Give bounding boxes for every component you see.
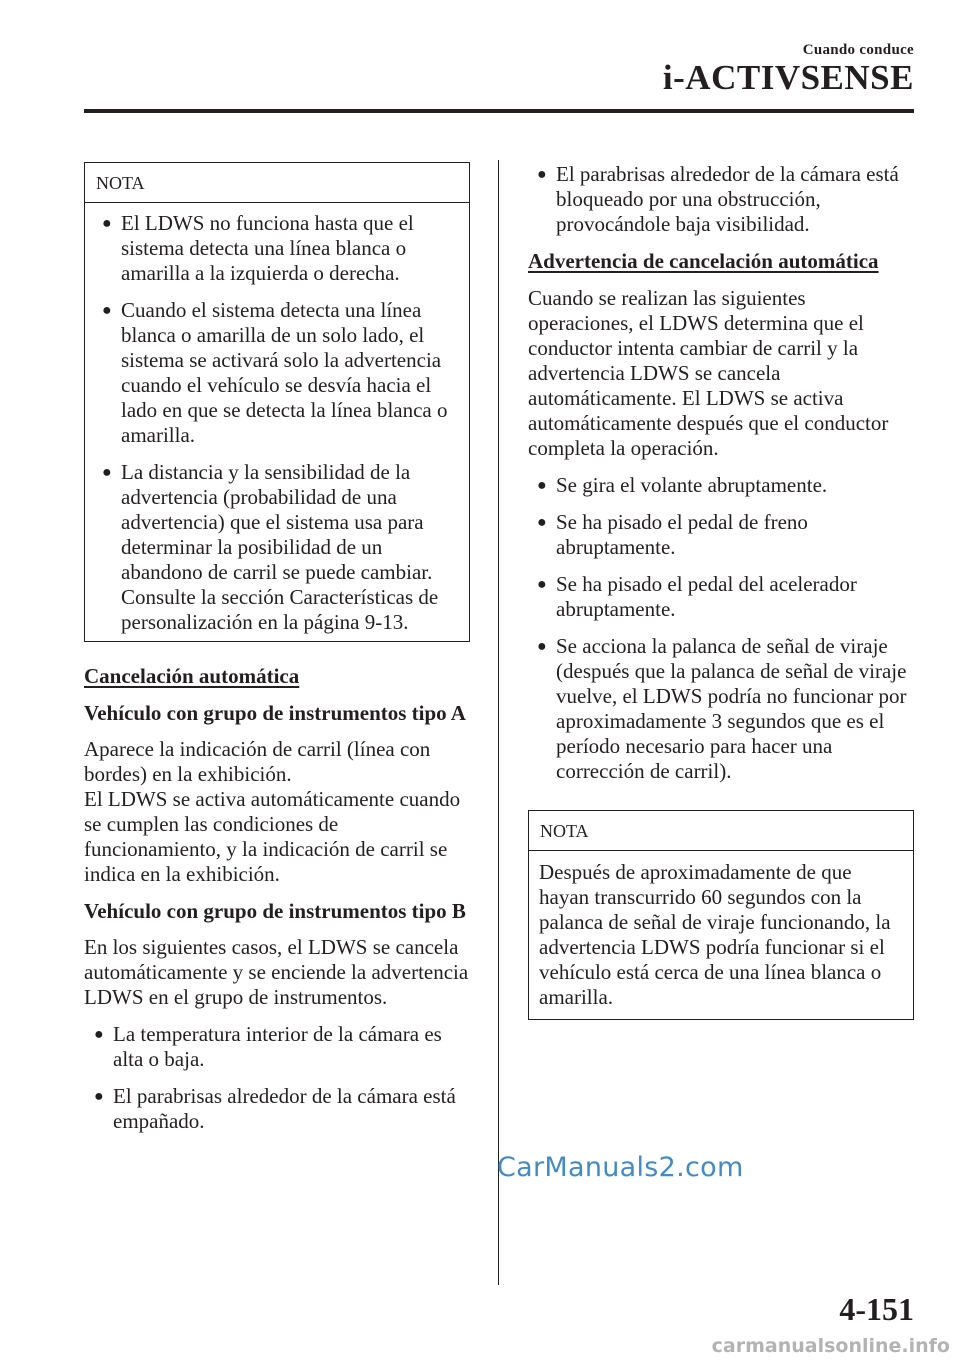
list-item-text: La distancia y la sensibilidad de la advertencia (probabilidad de una advertencia) que el sistema usa para determinar la posibilidad de un abandono de carril se puede cambiar. Consulte la sección Características de personalización en la página 9-13. <box>121 460 439 634</box>
list-item-text: Se acciona la palanca de señal de viraje (después que la palanca de señal de viraje vuelve, el LDWS podría no funcionar por aproximadamente 3 segundos que es el período necesario para hacer una corrección de carril). <box>556 634 907 783</box>
list-item <box>95 211 457 286</box>
header-title: i-ACTIVSENSE <box>662 58 914 97</box>
list-item-text: El LDWS no funciona hasta que el sistema detecta una línea blanca o amarilla a la izquierda o derecha. <box>121 211 414 285</box>
list-item <box>530 162 914 237</box>
paragraph: En los siguientes casos, el LDWS se cancela automáticamente y se enciende la advertencia LDWS en el grupo de instrumentos. <box>84 935 469 1009</box>
watermark-carmanuals: CarManuals2.com <box>497 1152 744 1183</box>
continued-list <box>528 162 914 237</box>
header-section-label: Cuando conduce <box>802 42 914 58</box>
paragraph: El LDWS se activa automáticamente cuando se cumplen las condiciones de funcionamiento, y la indicación de carril se indica en la exhibición. <box>84 787 461 886</box>
left-column <box>84 162 470 1134</box>
list-item <box>95 298 457 448</box>
list-item <box>530 634 914 784</box>
bullet-icon: ● <box>537 514 547 531</box>
subtitle-tipo-b: Vehículo con grupo de instrumentos tipo B <box>84 899 466 923</box>
bullet-icon: ● <box>537 638 547 655</box>
note-text: Después de aproximadamente de que hayan transcurrido 60 segundos con la palanca de señal de viraje funcionando, la advertencia LDWS podría funcionar si el vehículo está cerca de una línea blanca o amarilla. <box>539 860 891 1009</box>
list-item <box>87 1084 470 1134</box>
note-label: NOTA <box>529 811 913 851</box>
header-rule <box>84 109 914 113</box>
operations-list <box>528 473 914 784</box>
bullet-icon: ● <box>94 1088 104 1105</box>
tipo-b-list <box>84 1022 470 1134</box>
list-item <box>530 510 914 560</box>
bullet-icon: ● <box>537 477 547 494</box>
bullet-icon: ● <box>102 302 112 319</box>
note-label: NOTA <box>85 163 469 203</box>
note-box-1 <box>84 162 470 642</box>
section-title-advertencia: Advertencia de cancelación automática <box>528 249 879 273</box>
watermark-online: carmanualsonline.info <box>711 1335 950 1357</box>
list-item-text: Se ha pisado el pedal del acelerador abruptamente. <box>556 572 857 621</box>
list-item-text: La temperatura interior de la cámara es alta o baja. <box>113 1022 442 1071</box>
list-item-text: El parabrisas alrededor de la cámara está empañado. <box>113 1084 456 1133</box>
page-number: 4-151 <box>839 1291 914 1327</box>
list-item <box>530 572 914 622</box>
section-title-cancelacion: Cancelación automática <box>84 664 300 688</box>
paragraph: Cuando se realizan las siguientes operaciones, el LDWS determina que el conductor intenta cambiar de carril y la advertencia LDWS se cancela automáticamente. El LDWS se activa automáticamente después que el conductor completa la operación. <box>528 286 889 460</box>
paragraph: Aparece la indicación de carril (línea con bordes) en la exhibición. <box>84 737 431 786</box>
list-item <box>87 1022 470 1072</box>
note-box-2 <box>528 810 914 1020</box>
bullet-icon: ● <box>537 576 547 593</box>
bullet-icon: ● <box>537 166 547 183</box>
bullet-icon: ● <box>94 1026 104 1043</box>
column-divider <box>498 160 499 1285</box>
list-item-text: Cuando el sistema detecta una línea blanca o amarilla de un solo lado, el sistema se activará solo la advertencia cuando el vehículo se desvía hacia el lado en que se detecta la línea blanca o amarilla. <box>121 298 448 447</box>
note-1-list <box>95 211 457 635</box>
list-item <box>95 460 457 635</box>
list-item-text: Se gira el volante abruptamente. <box>556 473 828 497</box>
bullet-icon: ● <box>102 215 112 232</box>
bullet-icon: ● <box>102 464 112 481</box>
subtitle-tipo-a: Vehículo con grupo de instrumentos tipo A <box>84 701 466 725</box>
list-item <box>530 473 914 498</box>
list-item-text: El parabrisas alrededor de la cámara está bloqueado por una obstrucción, provocándole baja visibilidad. <box>556 162 899 236</box>
right-column <box>528 162 914 1020</box>
list-item-text: Se ha pisado el pedal de freno abruptamente. <box>556 510 808 559</box>
